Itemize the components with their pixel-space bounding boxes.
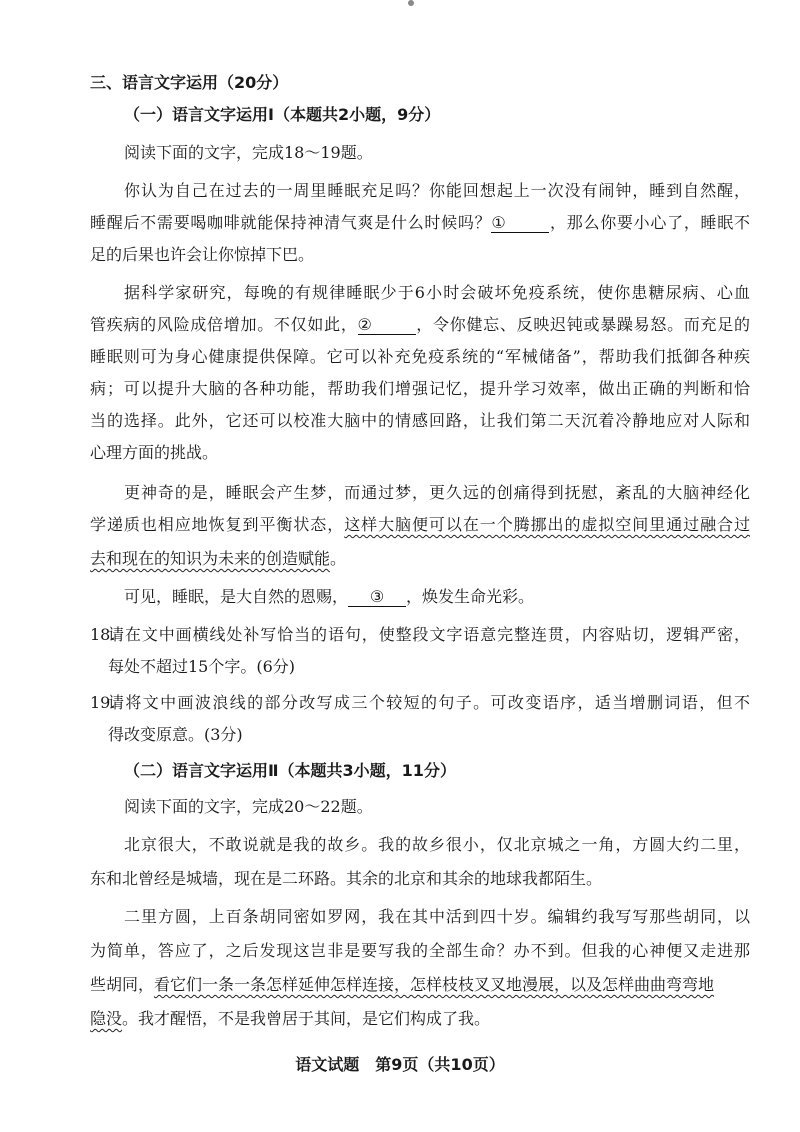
part2-p2-line3-pre: 些胡同，: [90, 975, 155, 994]
p2-line6: 心理方面的挑战。: [90, 443, 219, 462]
part2-title: （二）语言文字运用Ⅱ（本题共3小题，11分）: [124, 761, 456, 780]
p1-line3: 足的后果也许会让你惊掉下巴。: [90, 245, 315, 264]
p2-line1: 据科学家研究，每晚的有规律睡眠少于6小时会破坏免疫系统，使你患糖尿病、心血: [124, 283, 750, 302]
part2-p2-line3: [90, 974, 750, 996]
q18-number: 18.: [90, 625, 116, 644]
wavy-underline-text-2a: 看它们一条一条怎样延伸怎样连接，怎样枝枝叉叉地漫展，以及怎样曲曲弯弯地: [154, 975, 715, 994]
p2-line2-post: ，令你健忘、反映迟钝或暴躁易怒。而充足的: [415, 315, 750, 334]
p2-line2-pre: 管疾病的风险成倍增加。不仅如此，: [90, 315, 358, 334]
wavy-underline-text-2b: 隐没: [90, 1009, 123, 1028]
p1-line1: 你认为自己在过去的一周里睡眠充足吗？你能回想起上一次没有闹钟，睡到自然醒，: [124, 181, 750, 200]
part2-p2-line4: [90, 1008, 750, 1030]
page-footer: 语文试题 第9页（共10页）: [295, 1055, 505, 1074]
p3-line3-post: 。: [330, 549, 347, 568]
scan-mark: [408, 0, 414, 6]
p3-line2-pre: 学递质也相应地恢复到平衡状态，: [90, 515, 345, 534]
q19-line1: 请将文中画波浪线的部分改写成三个较短的句子。可改变语序，适当增删词语，但不: [108, 693, 750, 712]
part2-p1-line1: 北京很大，不敢说就是我的故乡。我的故乡很小，仅北京城之一角，方圆大约二里，: [124, 835, 750, 854]
p2-line2: [90, 314, 750, 336]
p2-line4: 病；可以提升大脑的各种功能，帮助我们增强记忆，提升学习效率，做出正确的判断和恰: [90, 379, 750, 398]
p1-line2-post: ，那么你要小心了，睡眠不: [549, 213, 750, 232]
p4-line: [124, 586, 750, 608]
q18-line1: 请在文中画横线处补写恰当的语句，使整段文字语意完整连贯，内容贴切，逻辑严密，: [108, 625, 750, 644]
q19-line2: 得改变原意。(3分): [108, 725, 243, 744]
part2-p2-line2: 为简单，答应了，之后发现这岂非是要写我的全部生命？办不到。但我的心神便又走进那: [90, 941, 750, 960]
p2-line5: 当的选择。此外，它还可以校准大脑中的情感回路，让我们第二天沉着冷静地应对人际和: [90, 411, 750, 430]
p1-line2-pre: 睡醒后不需要喝咖啡就能保持神清气爽是什么时候吗？: [90, 213, 492, 232]
part2-p1-line2: 东和北曾经是城墙，现在是二环路。其余的北京和其余的地球我都陌生。: [90, 869, 603, 888]
blank-1: ①: [491, 214, 549, 233]
q18-line2: 每处不超过15个字。(6分): [108, 657, 296, 676]
wavy-underline-text-1b: 去和现在的知识为未来的创造赋能: [90, 549, 331, 568]
part2-instruction: 阅读下面的文字，完成20～22题。: [124, 797, 373, 816]
part2-p2-line4-post: 。我才醒悟，不是我曾居于其间，是它们构成了我。: [122, 1009, 491, 1028]
p1-line2: [90, 212, 750, 234]
blank-2: ②: [358, 316, 416, 335]
part2-p2-line1: 二里方圆，上百条胡同密如罗网，我在其中活到四十岁。编辑约我写写那些胡同，以: [124, 907, 750, 926]
q19-number: 19.: [90, 693, 116, 712]
part1-instruction: 阅读下面的文字，完成18～19题。: [124, 143, 373, 162]
p3-line1: 更神奇的是，睡眠会产生梦，而通过梦，更久远的创痛得到抚慰，紊乱的大脑神经化: [124, 483, 750, 502]
p4-pre: 可见，睡眠，是大自然的恩赐，: [124, 587, 349, 606]
section-title: 三、语言文字运用（20分）: [90, 73, 289, 92]
part1-title: （一）语言文字运用Ⅰ（本题共2小题，9分）: [124, 105, 441, 124]
wavy-underline-text-1a: 这样大脑便可以在一个腾挪出的虚拟空间里通过融合过: [344, 515, 750, 534]
p2-line3: 睡眠则可为身心健康提供保障。它可以补充免疫系统的“军械储备”，帮助我们抵御各种疾: [90, 347, 750, 366]
blank-3: ③: [348, 588, 406, 607]
p3-line3: [90, 548, 750, 570]
p3-line2: [90, 514, 750, 536]
p4-post: ，焕发生命光彩。: [406, 587, 535, 606]
